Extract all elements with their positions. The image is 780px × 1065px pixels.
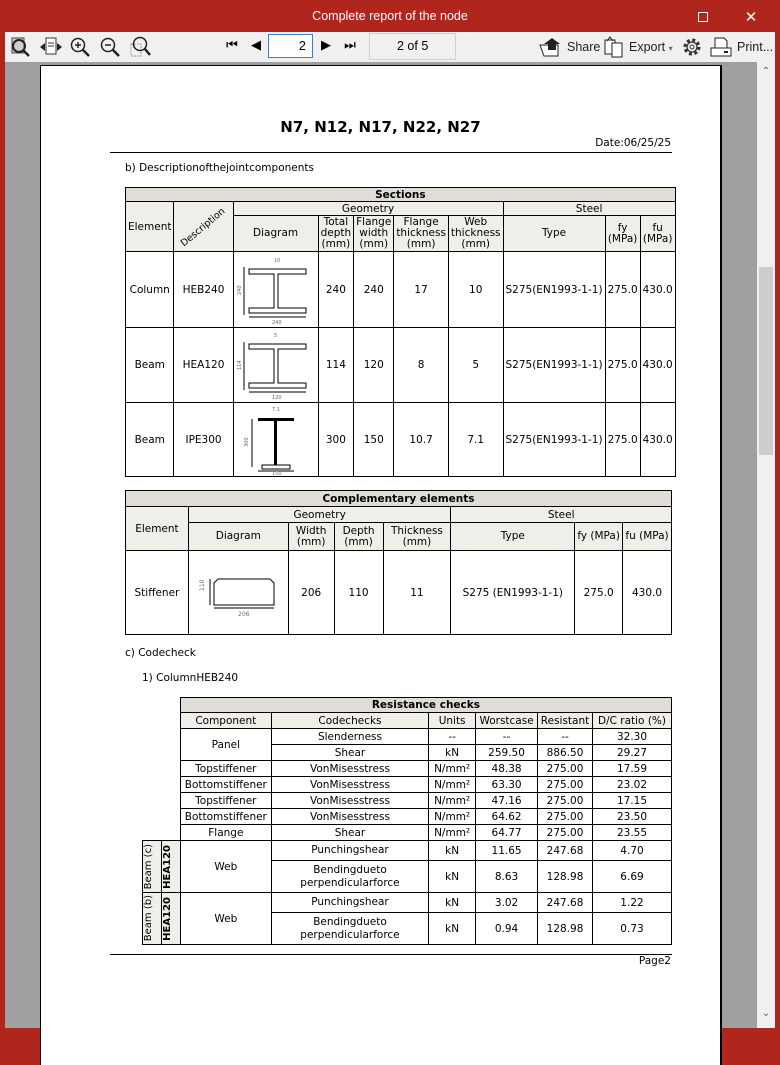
settings-button[interactable] xyxy=(680,36,704,58)
header-divider xyxy=(110,152,672,153)
i-section-diagram xyxy=(236,330,316,400)
cell-resistant: 275.00 xyxy=(538,825,593,841)
cell-check: Slenderness xyxy=(271,729,428,745)
zoom-out-button[interactable] xyxy=(99,36,123,58)
cell-component: Panel xyxy=(180,729,271,761)
chevron-down-icon: ▾ xyxy=(668,44,673,53)
header-diagram: Diagram xyxy=(188,523,288,551)
cell-check: Punchingshear xyxy=(271,841,428,861)
cell-dc: 17.15 xyxy=(593,793,672,809)
header-flange-thickness: Flange thickness (mm) xyxy=(394,216,449,252)
cell-total-depth: 240 xyxy=(318,252,354,328)
cell-dc: 23.55 xyxy=(593,825,672,841)
cell-check: Bendingdueto perpendicularforce xyxy=(271,913,428,945)
beam-group-label-text: Beam (c) xyxy=(143,843,154,890)
cell-resistant: 128.98 xyxy=(538,913,593,945)
cell-thickness: 11 xyxy=(383,551,451,635)
header-fy: fy (MPa) xyxy=(575,523,623,551)
cell-worst: 64.77 xyxy=(476,825,538,841)
cell-flange-width: 120 xyxy=(354,328,394,403)
table-row xyxy=(126,328,676,403)
table-row xyxy=(143,809,672,825)
cell-units: kN xyxy=(429,745,476,761)
cell-resistant: 128.98 xyxy=(538,861,593,893)
blank-cell xyxy=(143,745,181,761)
blank-cell xyxy=(143,777,181,793)
share-icon xyxy=(538,36,564,58)
cell-resistant: 886.50 xyxy=(538,745,593,761)
fit-width-button[interactable] xyxy=(39,36,63,58)
export-label: Export xyxy=(629,40,666,54)
table-row xyxy=(143,893,672,913)
cell-worst: 259.50 xyxy=(476,745,538,761)
table-row xyxy=(143,841,672,861)
page-number-footer: Page2 xyxy=(638,955,671,967)
cell-resistant: 247.68 xyxy=(538,841,593,861)
blank-cell xyxy=(143,825,181,841)
cell-element: Beam xyxy=(126,403,174,477)
zoom-in-icon xyxy=(69,36,93,58)
cell-worst: 11.65 xyxy=(476,841,538,861)
stiffener-dim-bottom: 206 xyxy=(238,610,250,618)
cell-type: S275(EN1993-1-1) xyxy=(503,403,605,477)
cell-units: kN xyxy=(429,841,476,861)
next-page-icon: ▶ xyxy=(321,38,331,53)
cell-width: 206 xyxy=(288,551,334,635)
cell-total-depth: 300 xyxy=(318,403,354,477)
share-button[interactable]: Share xyxy=(567,40,601,54)
blank-corner xyxy=(143,698,181,713)
table-row xyxy=(143,729,672,745)
cell-resistant: 247.68 xyxy=(538,893,593,913)
cell-component: Bottomstiffener xyxy=(180,809,271,825)
cell-dc: 23.50 xyxy=(593,809,672,825)
header-col-5: D/C ratio (%) xyxy=(593,713,672,729)
table-row xyxy=(143,825,672,841)
export-button[interactable] xyxy=(629,40,673,54)
resistance-table-title: Resistance checks xyxy=(180,698,671,713)
title-bar xyxy=(0,0,780,32)
sections-table xyxy=(125,187,676,477)
header-type: Type xyxy=(503,216,605,252)
next-page-button[interactable] xyxy=(318,38,334,53)
subsection-1-label: 1) ColumnHEB240 xyxy=(142,672,239,684)
maximize-icon xyxy=(698,12,708,22)
page-view-icon xyxy=(9,36,33,58)
window-title: Complete report of the node xyxy=(312,9,468,23)
header-element: Element xyxy=(126,202,174,252)
zoom-region-button[interactable] xyxy=(129,36,153,58)
cell-flange-thickness: 8 xyxy=(394,328,449,403)
complementary-table-title: Complementary elements xyxy=(126,491,672,507)
resistance-header-row xyxy=(143,713,672,729)
resistance-table xyxy=(142,697,672,945)
header-flange-width: Flange width (mm) xyxy=(354,216,394,252)
zoom-in-button[interactable] xyxy=(69,36,93,58)
cell-resistant: 275.00 xyxy=(538,777,593,793)
cell-fu: 430.0 xyxy=(640,328,675,403)
cell-check: VonMisesstress xyxy=(271,761,428,777)
section-b-label: b) Descriptionofthejointcomponents xyxy=(125,162,314,174)
cell-fy: 275.0 xyxy=(605,252,640,328)
cell-fu: 430.0 xyxy=(640,252,675,328)
zoom-out-icon xyxy=(99,36,123,58)
cell-fy: 275.0 xyxy=(605,328,640,403)
description-label: Description xyxy=(179,205,228,249)
cell-component: Web xyxy=(180,841,271,893)
cell-check: VonMisesstress xyxy=(271,777,428,793)
printer-icon xyxy=(709,36,733,58)
printer-icon-wrap[interactable] xyxy=(709,36,733,58)
cell-web-thickness: 7.1 xyxy=(448,403,503,477)
first-page-icon: ⏮ xyxy=(226,38,238,53)
cell-units: kN xyxy=(429,861,476,893)
cell-description: HEB240 xyxy=(174,252,233,328)
table-row xyxy=(126,551,672,635)
cell-resistant: 275.00 xyxy=(538,809,593,825)
cell-units: N/mm² xyxy=(429,825,476,841)
settings-icon xyxy=(680,36,704,58)
cell-worst: 64.62 xyxy=(476,809,538,825)
last-page-icon: ⏭ xyxy=(344,38,356,53)
cell-diagram xyxy=(233,403,318,477)
cell-depth: 110 xyxy=(334,551,383,635)
header-col-0: Component xyxy=(180,713,271,729)
resistance-title-row xyxy=(143,698,672,713)
complementary-table xyxy=(125,490,672,635)
header-description xyxy=(174,202,233,252)
beam-group-section-text: HEA120 xyxy=(161,896,173,941)
cell-check: VonMisesstress xyxy=(271,793,428,809)
cell-fy: 275.0 xyxy=(575,551,623,635)
dim-side: 240 xyxy=(236,284,243,295)
header-total-depth: Total depth (mm) xyxy=(318,216,354,252)
stiffener-diagram xyxy=(198,563,278,623)
cell-worst: 63.30 xyxy=(476,777,538,793)
cell-dc: 4.70 xyxy=(593,841,672,861)
table-row xyxy=(143,777,672,793)
document-title: N7, N12, N17, N22, N27 xyxy=(280,118,481,136)
header-web-thickness: Web thickness (mm) xyxy=(448,216,503,252)
maximize-button[interactable] xyxy=(688,6,718,28)
cell-diagram xyxy=(188,551,288,635)
cell-flange-thickness: 17 xyxy=(394,252,449,328)
dim-top: 5 xyxy=(273,333,277,339)
cell-units: N/mm² xyxy=(429,777,476,793)
cell-description: HEA120 xyxy=(174,328,233,403)
beam-group-label xyxy=(143,841,162,893)
cell-worst: -- xyxy=(476,729,538,745)
cell-resistant: 275.00 xyxy=(538,793,593,809)
scroll-thumb[interactable] xyxy=(759,267,773,455)
i-section-diagram xyxy=(236,255,316,325)
header-element: Element xyxy=(126,507,189,551)
cell-dc: 17.59 xyxy=(593,761,672,777)
cell-units: kN xyxy=(429,913,476,945)
dim-bottom: 240 xyxy=(271,319,282,325)
vertical-scrollbar[interactable] xyxy=(757,62,775,1028)
cell-dc: 6.69 xyxy=(593,861,672,893)
cell-check: Bendingdueto perpendicularforce xyxy=(271,861,428,893)
cell-element: Column xyxy=(126,252,174,328)
dim-side: 300 xyxy=(243,436,250,447)
cell-web-thickness: 10 xyxy=(448,252,503,328)
blank-cell xyxy=(143,729,181,745)
page-count-label: 2 of 5 xyxy=(369,33,456,60)
cell-dc: 0.73 xyxy=(593,913,672,945)
cell-component: Flange xyxy=(180,825,271,841)
beam-group-label-text: Beam (b) xyxy=(143,895,154,942)
cell-flange-width: 240 xyxy=(354,252,394,328)
cell-flange-thickness: 10.7 xyxy=(394,403,449,477)
close-button[interactable] xyxy=(736,6,766,28)
header-col-2: Units xyxy=(429,713,476,729)
cell-diagram xyxy=(233,252,318,328)
print-button[interactable]: Print... xyxy=(737,40,774,54)
scroll-down-icon[interactable]: ⌄ xyxy=(761,1008,771,1019)
last-page-button[interactable] xyxy=(342,38,358,53)
blank-cell xyxy=(143,793,181,809)
cell-units: -- xyxy=(429,729,476,745)
cell-check: Punchingshear xyxy=(271,893,428,913)
header-col-3: Worstcase xyxy=(476,713,538,729)
prev-page-icon: ◀ xyxy=(251,38,261,53)
table-row xyxy=(143,793,672,809)
blank-cell xyxy=(143,761,181,777)
cell-diagram xyxy=(233,328,318,403)
dim-bottom: 150 xyxy=(271,470,282,475)
export-icon-wrap[interactable] xyxy=(602,36,626,58)
cell-resistant: 275.00 xyxy=(538,761,593,777)
cell-units: N/mm² xyxy=(429,809,476,825)
cell-element: Stiffener xyxy=(126,551,189,635)
cell-units: N/mm² xyxy=(429,761,476,777)
header-depth: Depth (mm) xyxy=(334,523,383,551)
cell-dc: 32.30 xyxy=(593,729,672,745)
cell-fy: 275.0 xyxy=(605,403,640,477)
cell-units: kN xyxy=(429,893,476,913)
cell-component: Topstiffener xyxy=(180,761,271,777)
header-steel: Steel xyxy=(451,507,672,523)
header-thickness: Thickness (mm) xyxy=(383,523,451,551)
cell-check: Shear xyxy=(271,745,428,761)
fit-width-icon xyxy=(39,36,63,58)
cell-fu: 430.0 xyxy=(623,551,672,635)
table-row xyxy=(126,403,676,477)
cell-dc: 23.02 xyxy=(593,777,672,793)
close-icon: ✕ xyxy=(744,8,758,26)
toolbar xyxy=(5,32,775,62)
cell-dc: 1.22 xyxy=(593,893,672,913)
cell-worst: 0.94 xyxy=(476,913,538,945)
dim-top: 7.1 xyxy=(271,406,280,413)
cell-fu: 430.0 xyxy=(640,403,675,477)
cell-check: Shear xyxy=(271,825,428,841)
cell-flange-width: 150 xyxy=(354,403,394,477)
cell-web-thickness: 5 xyxy=(448,328,503,403)
beam-group-section xyxy=(161,841,180,893)
cell-resistant: -- xyxy=(538,729,593,745)
cell-check: VonMisesstress xyxy=(271,809,428,825)
export-icon xyxy=(602,36,626,58)
i-section-diagram xyxy=(236,405,316,475)
cell-element: Beam xyxy=(126,328,174,403)
scroll-up-icon[interactable]: ⌃ xyxy=(761,66,771,77)
cell-type: S275(EN1993-1-1) xyxy=(503,328,605,403)
header-type: Type xyxy=(451,523,575,551)
blank-cell xyxy=(143,809,181,825)
beam-group-section-text: HEA120 xyxy=(161,844,173,889)
header-fu: fu (MPa) xyxy=(623,523,672,551)
blank-corner xyxy=(143,713,181,729)
beam-group-section xyxy=(161,893,180,945)
zoom-region-icon xyxy=(129,36,153,58)
footer-divider xyxy=(110,954,672,955)
cell-worst: 8.63 xyxy=(476,861,538,893)
share-icon-wrap[interactable] xyxy=(538,36,562,58)
table-row xyxy=(126,252,676,328)
cell-type: S275 (EN1993-1-1) xyxy=(451,551,575,635)
header-diagram: Diagram xyxy=(233,216,318,252)
header-col-4: Resistant xyxy=(538,713,593,729)
header-geometry: Geometry xyxy=(188,507,451,523)
cell-component: Web xyxy=(180,893,271,945)
cell-component: Bottomstiffener xyxy=(180,777,271,793)
section-c-label: c) Codecheck xyxy=(125,647,196,659)
cell-total-depth: 114 xyxy=(318,328,354,403)
header-col-1: Codechecks xyxy=(271,713,428,729)
document-date: Date:06/25/25 xyxy=(595,137,671,149)
dim-bottom: 120 xyxy=(271,395,282,400)
cell-description: IPE300 xyxy=(174,403,233,477)
header-geometry: Geometry xyxy=(233,202,503,216)
document-page xyxy=(40,65,722,1065)
header-fu: fu (MPa) xyxy=(640,216,675,252)
header-fy: fy (MPa) xyxy=(605,216,640,252)
page-number-input[interactable]: 2 xyxy=(268,34,313,58)
beam-group-label xyxy=(143,893,162,945)
first-page-button[interactable] xyxy=(224,38,240,53)
page-view-button[interactable] xyxy=(9,36,33,58)
cell-worst: 3.02 xyxy=(476,893,538,913)
header-width: Width (mm) xyxy=(288,523,334,551)
cell-dc: 29.27 xyxy=(593,745,672,761)
cell-component: Topstiffener xyxy=(180,793,271,809)
table-row xyxy=(143,761,672,777)
stiffener-dim-side: 110 xyxy=(199,579,207,591)
dim-top: 10 xyxy=(273,257,280,264)
dim-side: 114 xyxy=(236,360,243,370)
cell-worst: 47.16 xyxy=(476,793,538,809)
header-steel: Steel xyxy=(503,202,675,216)
cell-type: S275(EN1993-1-1) xyxy=(503,252,605,328)
cell-worst: 48.38 xyxy=(476,761,538,777)
prev-page-button[interactable] xyxy=(248,38,264,53)
sections-table-title: Sections xyxy=(126,188,676,202)
cell-units: N/mm² xyxy=(429,793,476,809)
